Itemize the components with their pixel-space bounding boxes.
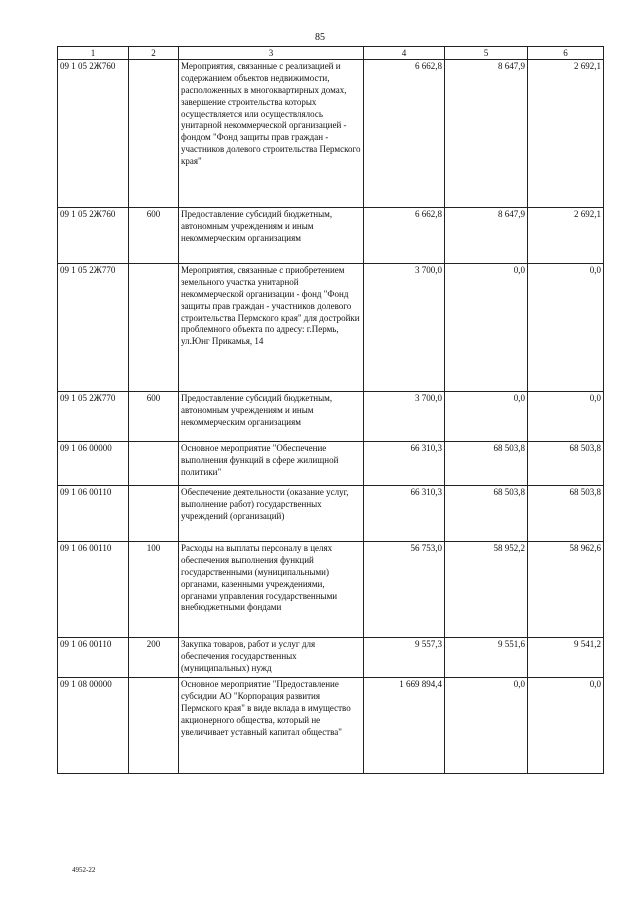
amount-col6-cell: 68 503,8 [528,442,604,486]
item-name-cell: Основное мероприятие "Обеспечение выполнения функций в сфере жилищной политики" [179,442,364,486]
amount-col5-cell: 0,0 [445,678,528,774]
amount-col5-cell: 8 647,9 [445,208,528,264]
table-row [58,442,604,486]
document-code: 4952-22 [72,866,96,874]
expense-type-cell [129,486,179,542]
target-code-cell: 09 1 05 2Ж770 [58,264,129,392]
target-code-cell: 09 1 06 00110 [58,638,129,678]
amount-col4-cell: 3 700,0 [364,264,445,392]
column-header: 4 [364,47,445,60]
item-name-cell: Основное мероприятие "Предоставление субсидии АО "Корпорация развития Пермского края" в виде вклада в имущество акционерного общества, который не увеличивает уставный капитал общества" [179,678,364,774]
amount-col6-cell: 0,0 [528,392,604,442]
item-name-cell: Предоставление субсидий бюджетным, автономным учреждениям и иным некоммерческим организациям [179,392,364,442]
target-code-cell: 09 1 06 00110 [58,542,129,638]
amount-col6-cell: 58 962,6 [528,542,604,638]
expense-type-cell: 600 [129,208,179,264]
expense-type-cell [129,678,179,774]
target-code-cell: 09 1 05 2Ж760 [58,208,129,264]
item-name-cell: Расходы на выплаты персоналу в целях обеспечения выполнения функций государственными (муниципальными) органами, казенными учреждениями, органами управления государственными внебюджетными фондами [179,542,364,638]
page-number: 85 [315,32,325,43]
amount-col4-cell: 66 310,3 [364,486,445,542]
amount-col5-cell: 68 503,8 [445,486,528,542]
target-code-cell: 09 1 06 00110 [58,486,129,542]
amount-col6-cell: 2 692,1 [528,60,604,208]
amount-col4-cell: 9 557,3 [364,638,445,678]
table-row [58,208,604,264]
table-row [58,542,604,638]
item-name-cell: Мероприятия, связанные с приобретением земельного участка унитарной некоммерческой организации - фонд "Фонд защиты прав граждан - участников долевого строительства Пермского края" для достройки проблемного объекта по адресу: г.Пермь, ул.Юнг Прикамья, 14 [179,264,364,392]
expense-type-cell: 200 [129,638,179,678]
item-name-cell: Закупка товаров, работ и услуг для обеспечения государственных (муниципальных) нужд [179,638,364,678]
amount-col4-cell: 1 669 894,4 [364,678,445,774]
target-code-cell: 09 1 08 00000 [58,678,129,774]
column-header: 1 [58,47,129,60]
amount-col5-cell: 68 503,8 [445,442,528,486]
budget-table [57,46,604,774]
amount-col5-cell: 58 952,2 [445,542,528,638]
expense-type-cell [129,264,179,392]
item-name-cell: Мероприятия, связанные с реализацией и содержанием объектов недвижимости, расположенных в многоквартирных домах, завершение строительства которых осуществляется или осуществлялось унитарной некоммерческой организацией - фондом "Фонд защиты прав граждан - участников долевого строительства Пермского края" [179,60,364,208]
table-row [58,264,604,392]
amount-col5-cell: 0,0 [445,392,528,442]
column-header: 5 [445,47,528,60]
target-code-cell: 09 1 06 00000 [58,442,129,486]
table-row [58,486,604,542]
amount-col6-cell: 2 692,1 [528,208,604,264]
table-row [58,60,604,208]
expense-type-cell: 600 [129,392,179,442]
amount-col6-cell: 9 541,2 [528,638,604,678]
item-name-cell: Обеспечение деятельности (оказание услуг, выполнение работ) государственных учреждений (организаций) [179,486,364,542]
table-row [58,678,604,774]
expense-type-cell [129,60,179,208]
amount-col4-cell: 6 662,8 [364,60,445,208]
expense-type-cell: 100 [129,542,179,638]
amount-col4-cell: 66 310,3 [364,442,445,486]
amount-col6-cell: 68 503,8 [528,486,604,542]
amount-col4-cell: 6 662,8 [364,208,445,264]
expense-type-cell [129,442,179,486]
target-code-cell: 09 1 05 2Ж760 [58,60,129,208]
amount-col5-cell: 8 647,9 [445,60,528,208]
table-header-row [58,47,604,60]
amount-col5-cell: 0,0 [445,264,528,392]
column-header: 3 [179,47,364,60]
column-header: 2 [129,47,179,60]
table-row [58,392,604,442]
amount-col4-cell: 3 700,0 [364,392,445,442]
table-row [58,638,604,678]
amount-col6-cell: 0,0 [528,264,604,392]
item-name-cell: Предоставление субсидий бюджетным, автономным учреждениям и иным некоммерческим организациям [179,208,364,264]
amount-col5-cell: 9 551,6 [445,638,528,678]
amount-col6-cell: 0,0 [528,678,604,774]
column-header: 6 [528,47,604,60]
amount-col4-cell: 56 753,0 [364,542,445,638]
target-code-cell: 09 1 05 2Ж770 [58,392,129,442]
